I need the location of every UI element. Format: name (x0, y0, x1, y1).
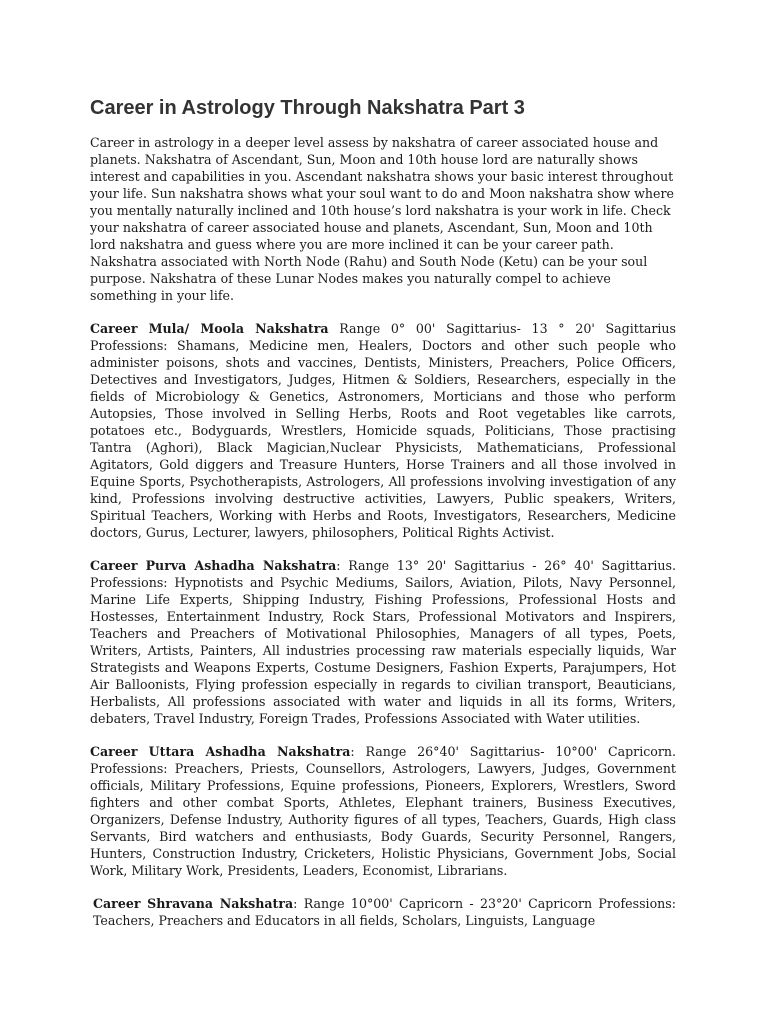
section-heading: Career Mula/ Moola Nakshatra (90, 321, 329, 336)
intro-paragraph: Career in astrology in a deeper level assess by nakshatra of career associated house and planets. Nakshatra of Ascendant, Sun, Moon and 10th house lord are naturally shows interest and capabilities in you. Ascendant nakshatra shows your basic interest throughout your life. Sun nakshatra shows what your soul want to do and Moon nakshatra show where you mentally naturally inclined and 10th house’s lord nakshatra is your work in life. Check your nakshatra of career associated house and planets, Ascendant, Sun, Moon and 10th lord nakshatra and guess where you are more inclined it can be your career path. Nakshatra associated with North Node (Rahu) and South Node (Ketu) can be your soul purpose. Nakshatra of these Lunar Nodes makes you naturally compel to achieve something in your life. (90, 135, 674, 303)
section-heading: Career Purva Ashadha Nakshatra (90, 558, 337, 573)
section-body: : Range 13° 20' Sagittarius - 26° 40' Sagittarius. Professions: Hypnotists and Psychic Mediums, Sailors, Aviation, Pilots, Navy Personnel, Marine Life Experts, Shipping Industry, Fishing Professions, Professional Hosts and Hostesses, Entertainment Industry, Rock Stars, Professional Motivators and Inspirers, Teachers and Preachers of Motivational Philosophies, Managers of all types, Poets, Writers, Artists, Painters, All industries processing raw materials especially liquids, War Strategists and Weapons Experts, Costume Designers, Fashion Experts, Parajumpers, Hot Air Balloonists, Flying profession especially in regards to civilian transport, Beauticians, Herbalists, All professions associated with water and liquids in all its forms, Writers, debaters, Travel Industry, Foreign Trades, Professions Associated with Water utilities. (90, 558, 676, 726)
section-shravana (90, 895, 676, 929)
page-title: Career in Astrology Through Nakshatra Part 3 (90, 97, 525, 119)
section-mula (90, 320, 676, 541)
document-page (90, 0, 676, 929)
section-uttara-ashadha (90, 743, 676, 879)
section-body: : Range 26°40' Sagittarius- 10°00' Capricorn. Professions: Preachers, Priests, Counsellors, Astrologers, Lawyers, Judges, Government officials, Military Professions, Equine professions, Pioneers, Explorers, Wrestlers, Sword fighters and other combat Sports, Athletes, Elephant trainers, Business Executives, Organizers, Defense Industry, Authority figures of all types, Teachers, Guards, High class Servants, Bird watchers and enthusiasts, Body Guards, Security Personnel, Rangers, Hunters, Construction Industry, Cricketers, Holistic Physicians, Government Jobs, Social Work, Military Work, Presidents, Leaders, Economist, Librarians. (90, 744, 676, 878)
section-body: : Range 10°00' Capricorn - 23°20' Capricorn Professions: Teachers, Preachers and Educators in all fields, Scholars, Linguists, Language (93, 896, 676, 928)
section-heading: Career Shravana Nakshatra (93, 896, 294, 911)
section-purva-ashadha (90, 557, 676, 727)
section-body: Range 0° 00' Sagittarius- 13 ° 20' Sagittarius Professions: Shamans, Medicine men, Healers, Doctors and other such people who administer poisons, shots and vaccines, Dentists, Ministers, Preachers, Police Officers, Detectives and Investigators, Judges, Hitmen & Soldiers, Researchers, especially in the fields of Microbiology & Genetics, Astronomers, Morticians and those who perform Autopsies, Those involved in Selling Herbs, Roots and Root vegetables like carrots, potatoes etc., Bodyguards, Wrestlers, Homicide squads, Politicians, Those practising Tantra (Aghori), Black Magician,Nuclear Physicists, Mathematicians, Professional Agitators, Gold diggers and Treasure Hunters, Horse Trainers and all those involved in Equine Sports, Psychotherapists, Astrologers, All professions involving investigation of any kind, Professions involving destructive activities, Lawyers, Public speakers, Writers, Spiritual Teachers, Working with Herbs and Roots, Investigators, Researchers, Medicine doctors, Gurus, Lecturer, lawyers, philosophers, Political Rights Activist. (90, 321, 677, 540)
section-heading: Career Uttara Ashadha Nakshatra (90, 744, 351, 759)
